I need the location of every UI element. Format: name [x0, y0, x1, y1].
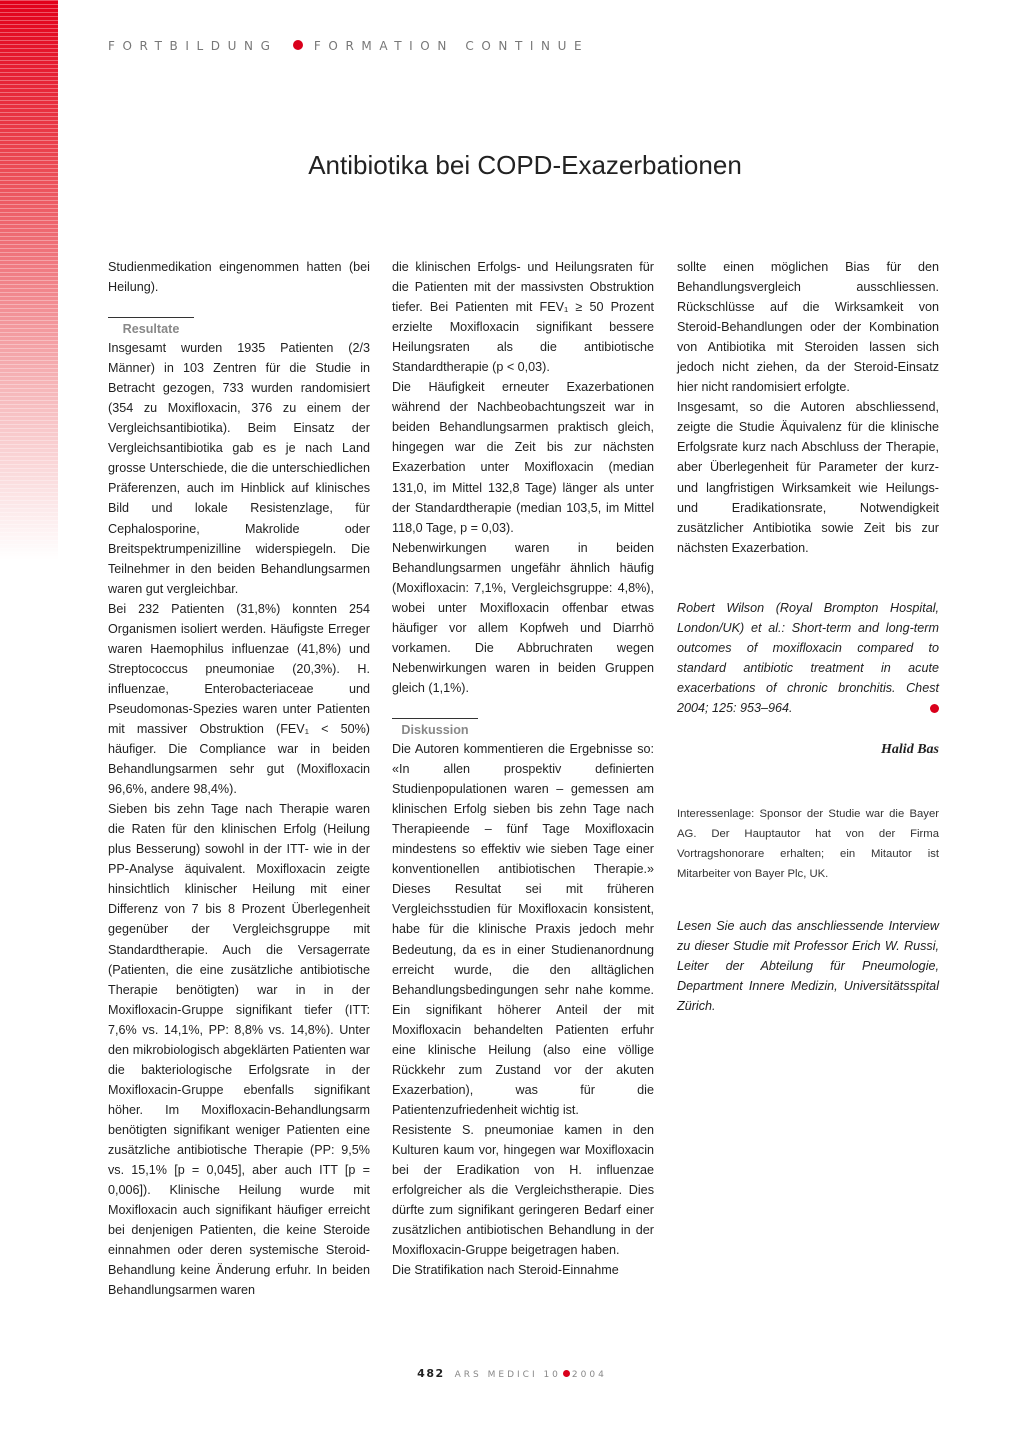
article-title: Antibiotika bei COPD-Exazerbationen	[308, 150, 742, 180]
paragraph: Sieben bis zehn Tage nach Therapie waren die Raten für den klinischen Erfolg (Heilung plus Besserung) sowohl in der ITT- wie in der PP-Analyse äquivalent. Moxifloxacin zeigte hinsichtlich klinischer Heilung mit einer Differenz von 7 bis 8 Prozent Überlegenheit gegenüber der Vergleichsgruppe mit Standardtherapie. Auch die Versagerrate (Patienten, die eine zusätzliche antibiotische Therapie benötigten) war in in der Moxifloxacin-Gruppe signifikant tiefer (ITT: 7,6% vs. 14,1%, PP: 8,8% vs. 14,8%). Unter den mikrobiologisch abgeklärten Patienten war die bakteriologische Erfolgsrate in der Moxifloxacin-Gruppe ebenfalls signifikant höher. Im Moxifloxacin-Behandlungsarm benötigten signifikant weniger Patienten eine zusätzliche antibiotische Therapie (PP: 9,5% vs. 15,1% [p = 0,045], aber auch ITT [p = 0,006]). Klinische Heilung wurde mit Moxifloxacin auch signifikant häufiger erreicht bei denjenigen Patienten, die keine Steroide einnahmen oder deren systemische Steroid-Behandlung keine Änderung erfuhr. In beiden Behandlungsarmen waren	[108, 802, 370, 1298]
reference-text: Robert Wilson (Royal Brompton Hospital, London/UK) et al.: Short-term and long-term outcomes of moxifloxacin compared to standard antibiotic treatment in acute exacerbations of chronic bronchitis. Chest 2004; 125: 953–964.	[677, 600, 939, 715]
journal-name: ARS MEDICI 10	[454, 1370, 561, 1380]
text-column-1	[108, 257, 370, 1300]
journal-year: 2004	[571, 1370, 607, 1380]
section-heading-resultate: Resultate	[108, 317, 194, 338]
paragraph: Die Autoren kommentieren die Ergebnisse so: «In allen prospektiv definierten Studienpopulationen waren – gemessen am klinischen Erfolg sieben bis zehn Tage nach Therapieende – fünf Tage Moxifloxacin mindestens so effektiv wie sieben Tage einer konventionellen antibiotischen Therapie.» Dieses Resultat sei mit früheren Vergleichsstudien für Moxifloxacin konsistent, habe für die klinische Praxis jedoch mehr Bedeutung, da es in einer Studienanordnung erreicht wurde, die den alltäglichen Behandlungsbedingungen sehr nahe komme. Ein signifikant höherer Anteil der mit Moxifloxacin behandelten Patienten erfuhr eine klinische Heilung (also eine völlige Rückkehr zum Zustand vor der akuten Exazerbation), was für die Patientenzufriedenheit wichtig ist.	[392, 742, 654, 1117]
paragraph: Studienmedikation eingenommen hatten (bei Heilung).	[108, 260, 370, 295]
header-right-label: FORMATION CONTINUE	[313, 39, 590, 53]
paragraph: Resistente S. pneumoniae kamen in den Kulturen kaum vor, hingegen war Moxifloxacin bei der Eradikation von H. influenzae erfolgreicher als die Vergleichstherapie. Dies dürfte zum signifikant geringeren Bedarf einer zusätzlichen antibiotischen Behandlung in der Moxifloxacin-Gruppe beigetragen haben.	[392, 1122, 654, 1258]
section-heading-diskussion: Diskussion	[392, 718, 478, 739]
related-interview-note: Lesen Sie auch das anschliessende Interview zu dieser Studie mit Professor Erich W. Russi, Leiter der Abteilung für Pneumologie, Department Innere Medizin, Universitätsspital Zürich.	[677, 919, 939, 1014]
decorative-side-bar	[0, 0, 58, 560]
conflict-of-interest-note: Interessenlage: Sponsor der Studie war die Bayer AG. Der Hauptautor hat von der Firma Vortragshonorare erhalten; ein Mitautor ist Mitarbeiter von Bayer Plc, UK.	[677, 808, 939, 881]
paragraph: Die Stratifikation nach Steroid-Einnahme	[392, 1263, 619, 1278]
page-footer	[0, 1367, 1024, 1380]
text-column-2	[392, 257, 654, 1280]
footer-bullet-icon	[563, 1370, 570, 1377]
author-name: Halid Bas	[881, 741, 939, 757]
header-bullet-icon	[293, 40, 303, 50]
paragraph: Insgesamt wurden 1935 Patienten (2/3 Männer) in 103 Zentren für die Studie in Betracht gezogen, 733 wurden randomisiert (354 zu Moxifloxacin, 376 zu einem der Vergleichsantibiotika). Beim Einsatz der Vergleichsantibiotika gab es je nach Land grosse Unterschiede, die die unterschiedlichen Präferenzen, auch im Hinblick auf klinisches Bild und lokale Resistenzlage, für Cephalosporine, Makrolide oder Breitspektrumpenizilline widerspiegeln. Die Teilnehmer in den beiden Behandlungsarmen waren gut vergleichbar.	[108, 341, 370, 596]
header-left-label: FORTBILDUNG	[108, 39, 278, 53]
paragraph: Nebenwirkungen waren in beiden Behandlungsarmen ungefähr ähnlich häufig (Moxifloxacin: 7,1%, Vergleichsgruppe: 4,8%), wobei unter Moxifloxacin offenbar etwas häufiger vor allem Kopfweh und Diarrhö vorkamen. Die Abbruchraten wegen Nebenwirkungen waren in beiden Gruppen gleich (1,1%).	[392, 540, 654, 695]
end-bullet-icon	[930, 704, 939, 713]
paragraph: Bei 232 Patienten (31,8%) konnten 254 Organismen isoliert werden. Häufigste Erreger waren Haemophilus influenzae (41,8%) und Streptococcus pneumoniae (20,3%). H. influenzae, Enterobacteriaceae und Pseudomonas-Spezies waren unter Patienten mit massiver Obstruktion (FEV₁ < 50%) häufiger. Die Compliance war in beiden Behandlungsarmen sehr gut (Moxifloxacin 96,6%, andere 98,4%).	[108, 601, 370, 797]
paragraph: sollte einen möglichen Bias für den Behandlungsvergleich ausschliessen. Rückschlüsse auf die Wirksamkeit von Steroid-Behandlungen oder der Kombination von Antibiotika mit Steroiden lassen sich jedoch nicht ziehen, da der Steroid-Einsatz hier nicht randomisiert erfolgte.	[677, 260, 939, 395]
paragraph: Die Häufigkeit erneuter Exazerbationen während der Nachbeobachtungszeit war in beiden Behandlungsarmen praktisch gleich, hingegen war die Zeit bis zur nächsten Exazerbation unter Moxifloxacin (median 131,0, im Mittel 132,8 Tage) länger als unter der Standardtherapie (median 103,5, im Mittel 118,0 Tage, p = 0,03).	[392, 380, 654, 535]
section-header	[108, 39, 808, 53]
reference-citation	[677, 598, 939, 718]
paragraph: Insgesamt, so die Autoren abschliessend, zeigte die Studie Äquivalenz für die klinische Erfolgsrate kurz nach Abschluss der Therapie, aber Überlegenheit für Parameter der kurz- und langfristigen Wirksamkeit wie Heilungs- und Eradikationsrate, Notwendigkeit zusätzlicher Antibiotika sowie Zeit bis zur nächsten Exazerbation.	[677, 400, 939, 555]
text-column-3	[677, 257, 939, 1016]
page-number: 482	[417, 1367, 445, 1380]
paragraph: die klinischen Erfolgs- und Heilungsraten für die Patienten mit der massivsten Obstruktion tiefer. Bei Patienten mit FEV₁ ≥ 50 Prozent erzielte Moxifloxacin signifikant bessere Heilungsraten als die antibiotische Standardtherapie (p < 0,03).	[392, 260, 654, 375]
spacer	[677, 558, 939, 598]
